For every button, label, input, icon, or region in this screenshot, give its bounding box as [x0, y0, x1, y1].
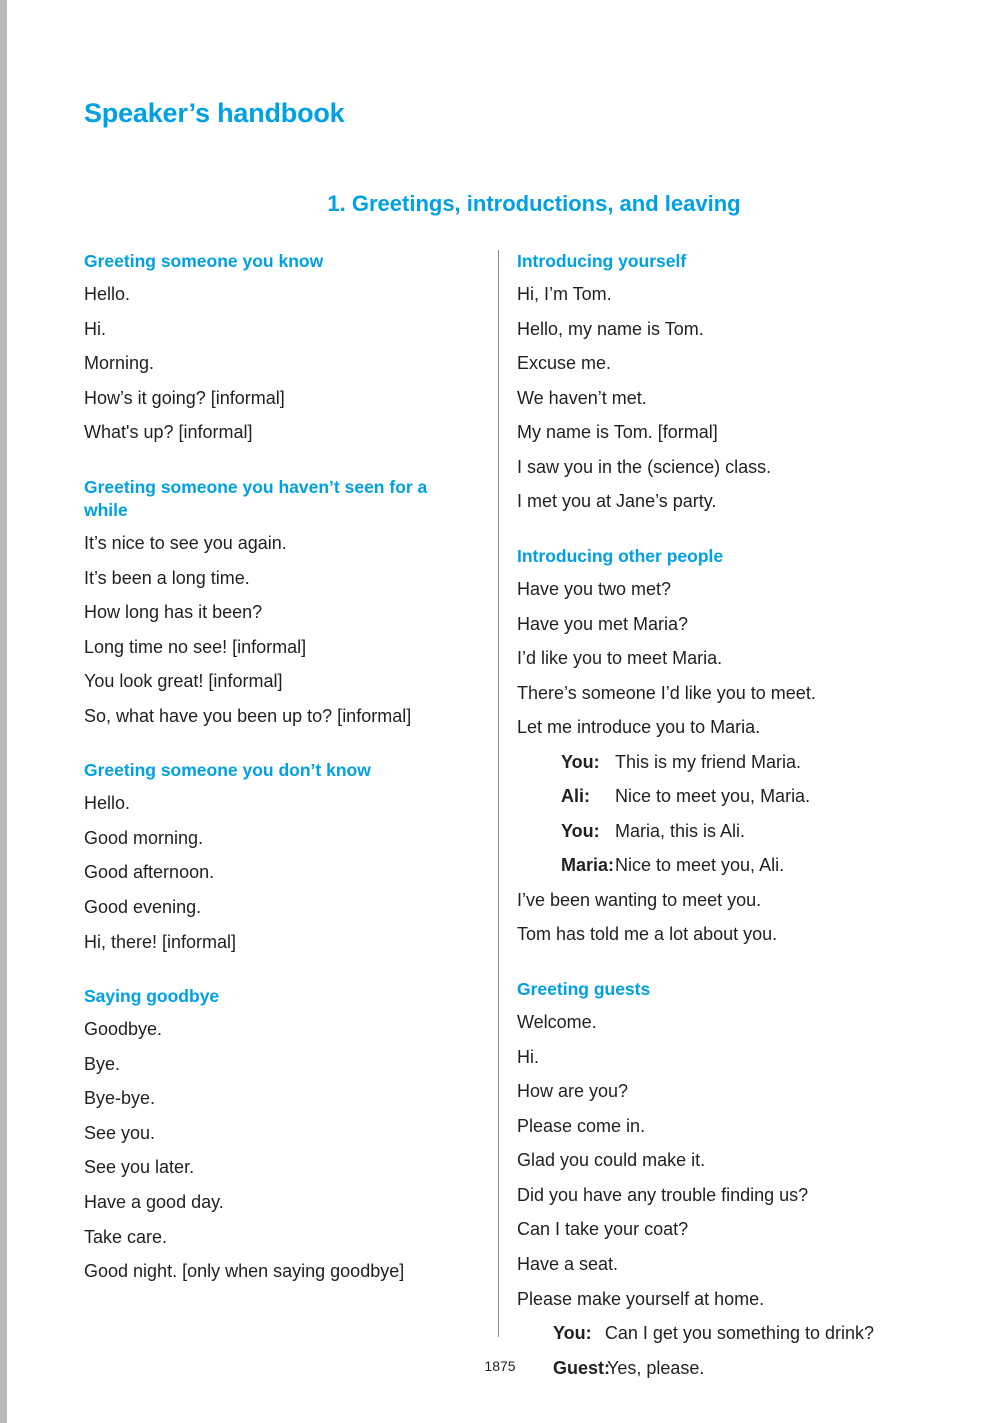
- phrase-line: Good afternoon.: [84, 862, 215, 883]
- phrase-line: Good evening.: [84, 897, 202, 918]
- page-content: [84, 0, 924, 1385]
- dialogue-line: [517, 1316, 874, 1351]
- group-heading: Saying goodbye: [84, 986, 220, 1007]
- phrase-line: Have you met Maria?: [517, 613, 689, 634]
- group-greeting-someone-not-seen-for-a-while: [84, 476, 455, 733]
- phrase-line: How’s it going? [informal]: [84, 387, 285, 408]
- dialogue-utterance: Nice to meet you, Maria.: [615, 786, 811, 807]
- dialogue-line: [517, 848, 874, 883]
- phrase-line: My name is Tom. [formal]: [517, 422, 718, 443]
- group-introducing-yourself: [517, 250, 874, 519]
- phrase-line: Hi, I’m Tom.: [517, 284, 612, 305]
- group-saying-goodbye: [84, 985, 455, 1288]
- two-column-body: [84, 250, 924, 1385]
- phrase-line: Hi.: [517, 1046, 539, 1067]
- phrase-line: Tom has told me a lot about you.: [517, 924, 778, 945]
- phrase-line: Hello.: [84, 793, 131, 814]
- right-column: [479, 250, 874, 1385]
- dialogue-speaker: You:: [553, 1323, 592, 1344]
- phrase-line: What's up? [informal]: [84, 422, 253, 443]
- phrase-line: Hello, my name is Tom.: [517, 318, 704, 339]
- group-heading: Introducing other people: [517, 545, 724, 566]
- dialogue-speaker: Maria:: [561, 855, 615, 876]
- phrase-line: I’d like you to meet Maria.: [517, 648, 723, 669]
- phrase-line: Welcome.: [517, 1012, 597, 1033]
- phrase-line: Did you have any trouble finding us?: [517, 1184, 809, 1205]
- group-heading: Greeting someone you know: [84, 251, 324, 271]
- section-title: 1. Greetings, introductions, and leaving: [327, 191, 741, 216]
- phrase-line: Please make yourself at home.: [517, 1288, 765, 1309]
- phrase-line: Long time no see! [informal]: [84, 636, 307, 657]
- dialogue-line: [517, 779, 874, 814]
- phrase-line: I met you at Jane’s party.: [517, 491, 717, 512]
- page-number: 1875: [484, 1358, 516, 1374]
- group-heading: Greeting someone you don’t know: [84, 760, 371, 781]
- page-edge-shadow: [0, 0, 7, 1423]
- dialogue-line: [517, 814, 874, 849]
- phrase-line: Morning.: [84, 353, 155, 374]
- group-heading: Greeting guests: [517, 979, 651, 1000]
- column-divider: [498, 250, 499, 1337]
- phrase-line: How long has it been?: [84, 602, 263, 623]
- dialogue-speaker: Ali:: [561, 786, 590, 807]
- dialogue-utterance: Yes, please.: [607, 1357, 705, 1378]
- dialogue-speaker: Guest:: [553, 1357, 611, 1378]
- left-column: [84, 250, 479, 1385]
- group-greeting-someone-you-dont-know: [84, 759, 455, 959]
- phrase-line: There’s someone I’d like you to meet.: [517, 682, 816, 703]
- phrase-line: Bye.: [84, 1053, 121, 1074]
- phrase-line: Hi.: [84, 318, 106, 339]
- phrase-line: You look great! [informal]: [84, 671, 283, 692]
- phrase-line: I’ve been wanting to meet you.: [517, 889, 762, 910]
- group-heading: Introducing yourself: [517, 251, 687, 271]
- phrase-line: Excuse me.: [517, 353, 612, 374]
- phrase-line: See you.: [84, 1122, 156, 1143]
- phrase-line: Good morning.: [84, 827, 204, 848]
- phrase-line: Bye-bye.: [84, 1088, 156, 1109]
- phrase-line: Hi, there! [informal]: [84, 931, 237, 952]
- phrase-line: Have a seat.: [517, 1253, 619, 1274]
- phrase-line: Take care.: [84, 1226, 168, 1247]
- dialogue-utterance: Can I get you something to drink?: [604, 1323, 874, 1344]
- dialogue-utterance: Maria, this is Ali.: [615, 820, 746, 841]
- dialogue-speaker: You:: [561, 820, 600, 841]
- phrase-line: Goodbye.: [84, 1019, 163, 1040]
- dialogue-utterance: This is my friend Maria.: [615, 751, 802, 772]
- group-greeting-someone-you-know: [84, 250, 455, 450]
- phrase-line: We haven’t met.: [517, 387, 647, 408]
- phrase-line: Let me introduce you to Maria.: [517, 717, 761, 738]
- phrase-line: It’s nice to see you again.: [84, 533, 287, 554]
- page-title: Speaker’s handbook: [84, 98, 345, 128]
- phrase-line: Good night. [only when saying goodbye]: [84, 1261, 405, 1282]
- phrase-line: Have you two met?: [517, 579, 672, 600]
- phrase-line: Glad you could make it.: [517, 1150, 706, 1171]
- dialogue-line: [517, 745, 874, 780]
- phrase-line: Have a good day.: [84, 1191, 224, 1212]
- phrase-line: Can I take your coat?: [517, 1219, 689, 1240]
- group-heading: Greeting someone you haven’t seen for a while: [84, 476, 428, 520]
- phrase-line: Hello.: [84, 284, 131, 305]
- dialogue-speaker: You:: [561, 751, 600, 772]
- group-greeting-guests: [517, 978, 874, 1385]
- phrase-line: How are you?: [517, 1081, 629, 1102]
- group-introducing-other-people: [517, 545, 874, 952]
- phrase-line: So, what have you been up to? [informal]: [84, 705, 412, 726]
- phrase-line: I saw you in the (science) class.: [517, 456, 772, 477]
- dialogue-utterance: Nice to meet you, Ali.: [615, 855, 785, 876]
- phrase-line: See you later.: [84, 1157, 195, 1178]
- phrase-line: It’s been a long time.: [84, 567, 250, 588]
- phrase-line: Please come in.: [517, 1115, 646, 1136]
